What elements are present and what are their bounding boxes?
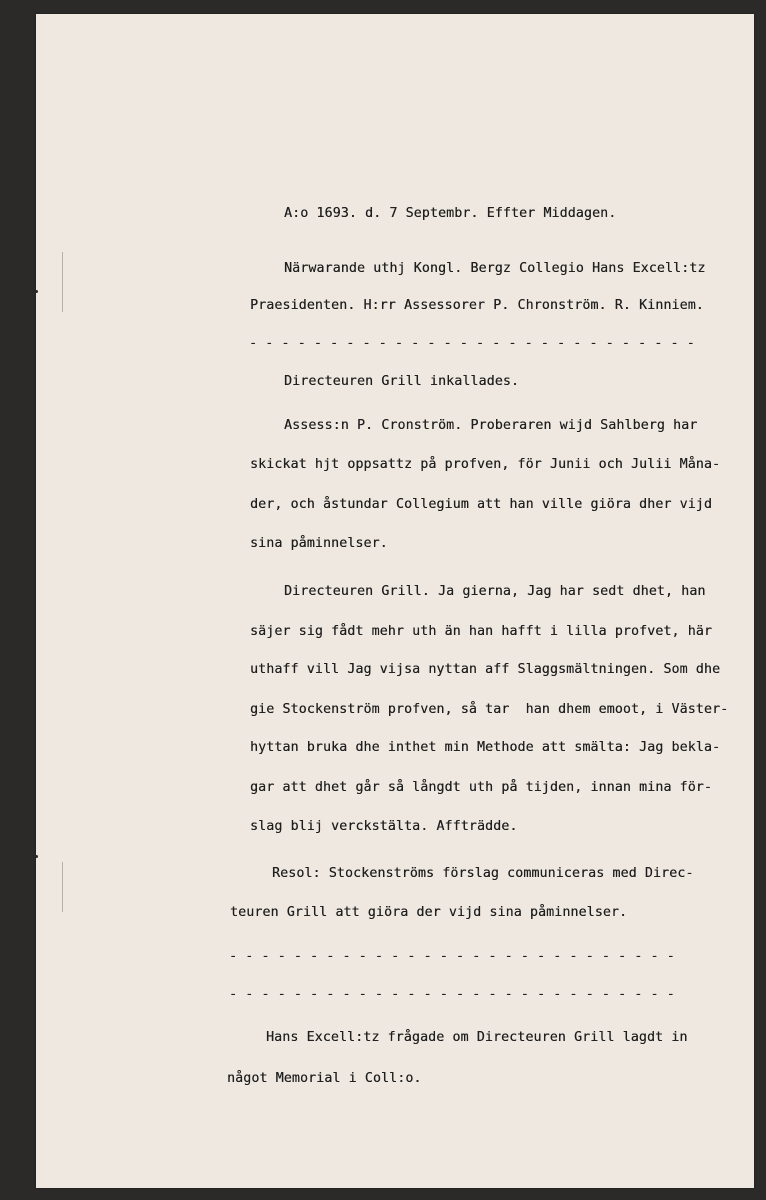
text-line: der, och åstundar Collegium att han ville giöra dher vijd: [250, 497, 713, 512]
text-line: Praesidenten. H:rr Assessorer P. Chronström. R. Kinniem.: [250, 298, 704, 313]
text-line: säjer sig fådt mehr uth än han hafft i lilla profvet, här: [250, 624, 713, 639]
dash-separator: - - - - - - - - - - - - - - - - - - - - - - - - - - - -: [249, 336, 695, 351]
fold-line-lower: [62, 862, 63, 912]
text-line: sina påminnelser.: [250, 536, 388, 551]
text-line: slag blij verckstälta. Affträdde.: [250, 819, 518, 834]
text-line: gar att dhet går så långdt uth på tijden, innan mina för-: [250, 780, 713, 795]
text-line: Directeuren Grill. Ja gierna, Jag har sedt dhet, han: [284, 584, 706, 599]
text-line: teuren Grill att giöra der vijd sina påminnelser.: [230, 905, 628, 920]
text-line: skickat hjt oppsattz på profven, för Junii och Julii Måna-: [250, 457, 721, 472]
text-line: gie Stockenström profven, så tar han dhem emoot, i Väster-: [250, 702, 729, 717]
text-line: Directeuren Grill inkallades.: [284, 374, 520, 389]
text-line: Assess:n P. Cronström. Proberaren wijd Sahlberg har: [284, 418, 698, 433]
text-line: Närwarande uthj Kongl. Bergz Collegio Hans Excell:tz: [284, 261, 706, 276]
document-page: [36, 14, 754, 1188]
text-line: hyttan bruka dhe inthet min Methode att smälta: Jag bekla-: [250, 740, 721, 755]
dash-separator: - - - - - - - - - - - - - - - - - - - - - - - - - - - -: [229, 987, 675, 1002]
fold-line-upper: [62, 252, 63, 312]
resolution-line: Resol: Stockenströms förslag communiceras med Direc-: [272, 866, 694, 881]
dash-separator: - - - - - - - - - - - - - - - - - - - - - - - - - - - -: [229, 949, 675, 964]
date-heading: A:o 1693. d. 7 Septembr. Effter Middagen.: [284, 206, 617, 221]
text-line: uthaff vill Jag vijsa nyttan aff Slaggsmältningen. Som dhe: [250, 662, 721, 677]
text-line: något Memorial i Coll:o.: [227, 1071, 422, 1086]
binding-hole-mark-upper: [35, 290, 38, 293]
text-line: Hans Excell:tz frågade om Directeuren Grill lagdt in: [266, 1030, 688, 1045]
binding-hole-mark-lower: [35, 855, 38, 858]
